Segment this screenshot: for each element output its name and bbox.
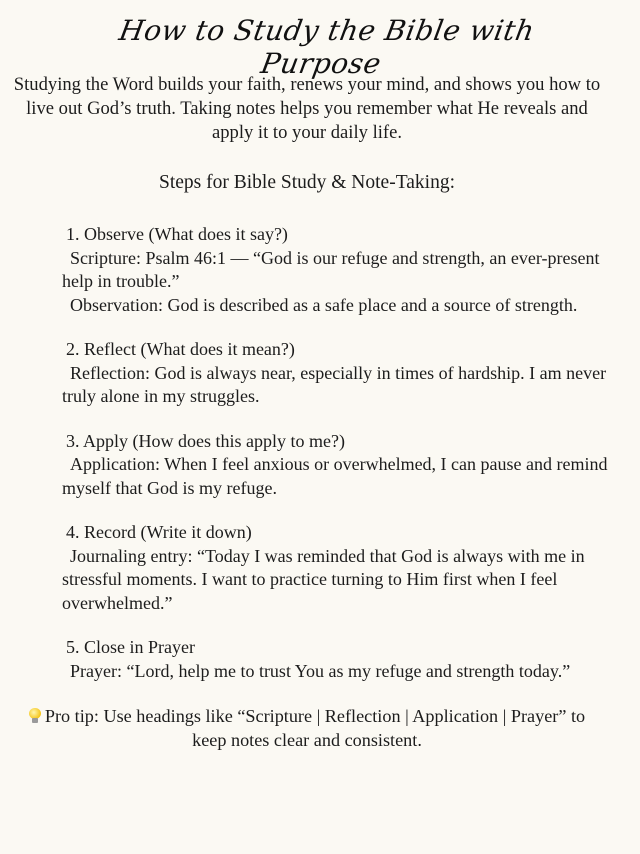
step-record (62, 521, 612, 615)
step-heading: 4. Record (Write it down) (66, 522, 252, 542)
page-title: How to Study the Bible with Purpose (116, 14, 538, 80)
lightbulb-icon (29, 708, 41, 724)
step-line-application: Application: When I feel anxious or overwhelmed, I can pause and remind myself that God is my refuge. (62, 454, 608, 498)
step-line-prayer: Prayer: “Lord, help me to trust You as my refuge and strength today.” (70, 660, 571, 681)
step-body (62, 453, 612, 500)
intro-paragraph: Studying the Word builds your faith, renews your mind, and shows you how to live out God’s truth. Taking notes helps you remember what He reveals and apply it to your daily life. (13, 74, 601, 143)
step-body (62, 660, 612, 684)
step-heading: 5. Close in Prayer (66, 637, 195, 657)
step-line-journaling: Journaling entry: “Today I was reminded that God is always with me in stressful moments. I want to practice turning to Him first when I feel overwhelmed.” (62, 545, 585, 613)
steps-heading: Steps for Bible Study & Note-Taking: (159, 172, 455, 193)
step-observe (62, 223, 612, 317)
step-heading: 1. Observe (What does it say?) (66, 224, 288, 244)
step-body (62, 362, 612, 409)
steps-list (4, 223, 612, 683)
pro-tip-text: Pro tip: Use headings like “Scripture | Reflection | Application | Prayer” to keep notes clear and consistent. (44, 706, 586, 750)
step-heading: 3. Apply (How does this apply to me?) (66, 430, 345, 451)
step-line-scripture: Scripture: Psalm 46:1 — “God is our refuge and strength, an ever-present help in trouble.” (62, 247, 600, 291)
step-heading: 2. Reflect (What does it mean?) (66, 339, 295, 359)
step-body (62, 247, 612, 318)
step-line-observation: Observation: God is described as a safe place and a source of strength. (70, 294, 578, 315)
step-body (62, 545, 612, 616)
step-reflect (62, 338, 612, 409)
step-apply (62, 430, 612, 501)
step-line-reflection: Reflection: God is always near, especially in times of hardship. I am never truly alone in my struggles. (62, 362, 607, 406)
pro-tip (10, 704, 604, 752)
step-prayer (62, 636, 612, 683)
